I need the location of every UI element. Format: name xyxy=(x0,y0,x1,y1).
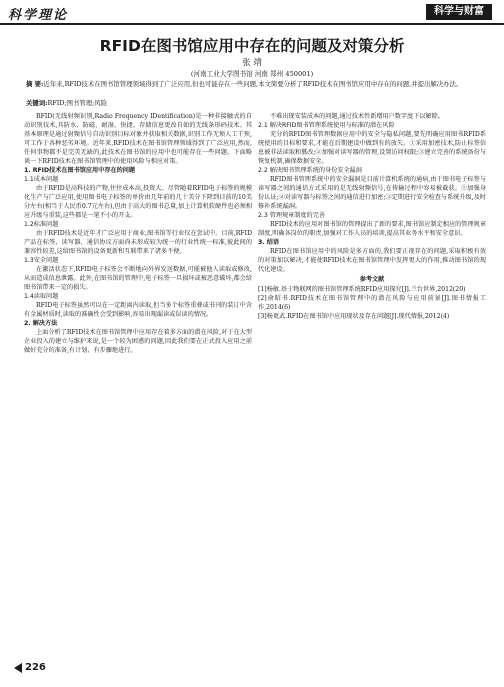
body-paragraph: RFID电子标签虽然可以在一定距离内读取,但当多个标签重叠或书刊的装订中含有金属材质时,读取的准确性会受到影响,容易出现漏读或误读的情况。 xyxy=(24,302,252,318)
body-column-right xyxy=(258,112,486,667)
reference-item: [3]杨更武.RFID在图书馆中应用现状及存在问题[J].现代情报,2012(4) xyxy=(258,313,450,320)
section-heading: 1. RFID技术在图书馆应用中存在的问题 xyxy=(24,167,136,174)
journal-name-badge: 科学与财富 xyxy=(426,4,492,20)
abstract xyxy=(26,80,486,89)
body-paragraph: 充分的RFID图书管理数据应用中的安全与隐私问题,要先明确应用图书RFID系统使用的目标和要求,才能在后期建设中做到有的放矢。①采用加密技术,防止标签信息被非法读取和篡改;②加强对读写器的管理,设置访问权限;③建立完善的系统备份与恢复机制,确保数据安全。 xyxy=(258,131,486,165)
affiliation: (河南工业大学图书馆 河南 郑州 450001) xyxy=(190,70,314,78)
keywords-label: 关键词: xyxy=(26,99,48,107)
body-paragraph: 由于RFID是高科技的产物,往往成本高,投资大。尽管随着RFID电子标签的规模化生产与广泛应用,使用图书电子标签的单价由几年前的几十美分下降到目前的10美分左右(相当于人民币0.7元左右),但由于高大的图书总量,加上计算机软硬件也必须相应升级与重装,这些都是一笔不小的开支。 xyxy=(24,185,252,219)
keywords-text: RFID;图书管理;风险 xyxy=(47,99,108,107)
body-paragraph: 由于RFID技术是近年才广泛应用于商业,图书馆等行业仅在尝试中。目前,RFID产品在标签、读写器、通信协议方面尚未形成较为统一的行业性统一标准,彼此间的兼容性较差,这给图书馆的设备更新和互联带来了诸多不便。 xyxy=(24,230,252,255)
subsection-heading: 1.2标准问题 xyxy=(24,221,59,228)
subsection-heading: 2.3 管理规章制度的完善 xyxy=(258,212,325,219)
body-paragraph: 在激活状态下,RFID电子标签会不断地向外界发送数据,可能被他人读取或修改,从而造成信息泄露。此外,在图书馆的管理中,电子标签一旦损坏或被恶意破坏,都会给图书馆带来一定的损失。 xyxy=(24,266,252,291)
abstract-text: 近年来,RFID技术在图书馆管理领域得到了广泛应用,但也可能存在一些问题,本文简要分析了RFID技术在图书馆应用中存在的问题,并提出解决办法。 xyxy=(43,80,463,88)
body-paragraph: 不难出现安装成本的问题,通过技术性新增用户数字度下以解除。 xyxy=(270,113,444,120)
page-marker-icon xyxy=(14,663,22,673)
article-title: RFID在图书馆应用中存在的问题及对策分析 xyxy=(99,37,405,55)
subsection-heading: 2.1 解决RFID图书管理系统使用与标准的潜在风险 xyxy=(258,122,395,129)
subsection-heading: 1.4读取问题 xyxy=(24,293,59,300)
page-number-text: 226 xyxy=(25,662,46,673)
author: 张 靖 xyxy=(242,58,262,68)
journal-header xyxy=(0,0,504,26)
subsection-heading: 1.1成本问题 xyxy=(24,176,59,183)
references-heading: 参考文献 xyxy=(359,276,385,283)
body-paragraph: RFID在图书馆应用中的风险是多方面的,我们要正视存在的问题,采取积极有效的对策加以解决,才能使RFID技术在图书馆管理中发挥更大的作用,推动图书馆的现代化建设。 xyxy=(258,248,486,273)
body-paragraph: 上面分析了RFID技术在图书馆管理中应用存在着多方面的潜在风险,对于在大型企业投入的建立与维护来说,是一个较为困惑的问题,因此我们要在正式投入应用之前做好充分的准备,有计划、有步骤地进行。 xyxy=(24,329,252,354)
body-paragraph: RFID(无线射频识别,Radio Frequency IDentification)是一种非接触式的自动识别技术,具防水、防磁、耐湿、快捷、存储信息更改自如的无线条形码技术。其基本原理是通过射频信号自动识别目标对象并获取相关数据,识别工作无须人工干预,可工作于各种恶劣环境。近年来,RFID技术在图书馆管理领域得到了广泛应用,然而,任何事物都不是完美无缺的,此技术在图书馆的应用中也可能存在一些问题。下面略谈一下RFID技术在图书馆管理中的使用风险与相应对策。 xyxy=(24,113,252,165)
reference-item: [1]杨敏.基于物联网的图书馆管理系统RFID应用探究[J].兰台世界,2012(20) xyxy=(258,286,466,293)
abstract-label: 摘 要: xyxy=(26,80,44,88)
body-paragraph: RFID图书管理系统中的安全漏洞是目前计算机系统的通病,由于图书电子标签与读写器之间的通信方式采用的是无线射频信号,在传输过程中容易被截获。①加强身份认证;②对读写器与标签之间的通信进行加密;③定期进行安全检查与系统升级,及时修补系统漏洞。 xyxy=(258,176,486,210)
reference-item: [2]俞昭书.RFID技术在图书馆管理中的潜在风险与应用前景[J].图书情报工作,2014(6) xyxy=(258,295,486,311)
page-number xyxy=(14,662,46,673)
subsection-heading: 1.3安全问题 xyxy=(24,257,59,264)
section-heading: 2. 解决方法 xyxy=(24,320,58,327)
keywords xyxy=(26,99,486,108)
header-rule xyxy=(0,23,504,25)
subsection-heading: 2.2 解决图书管理系统的身份安全漏洞 xyxy=(258,167,362,174)
body-paragraph: RFID技术的应用对图书馆的管理提出了新的要求,图书馆应制定相应的管理规章制度,明确各岗位的职责,加强对工作人员的培训,提高其业务水平和安全意识。 xyxy=(258,221,486,237)
journal-section-label: 科学理论 xyxy=(8,8,69,23)
body-column-left xyxy=(24,112,252,644)
section-heading: 3. 结语 xyxy=(258,239,280,246)
